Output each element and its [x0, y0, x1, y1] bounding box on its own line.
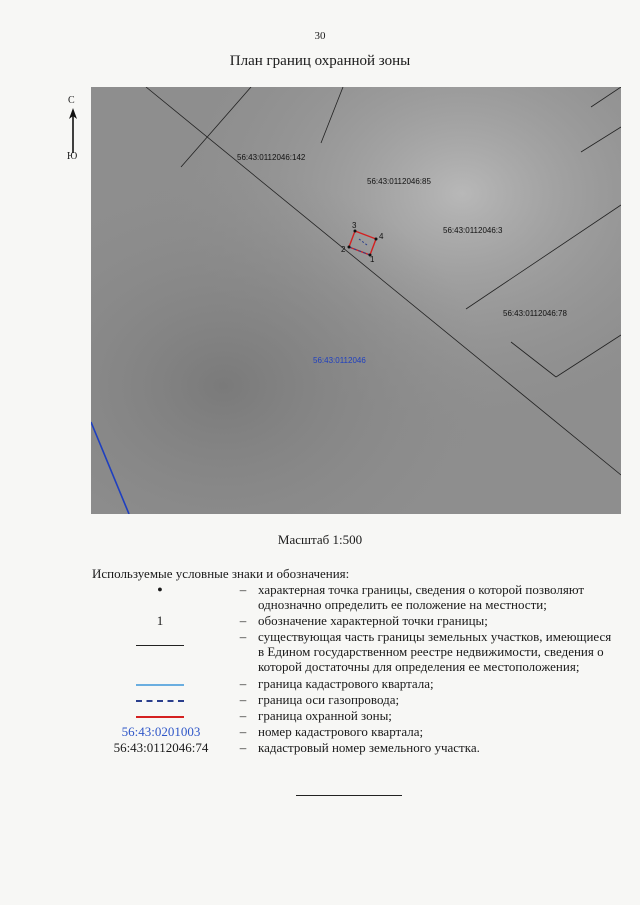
- legend-symbol-text: 56:43:0201003: [121, 724, 201, 739]
- legend-dash: –: [239, 692, 247, 707]
- parcel-label-78: 56:43:0112046:78: [503, 309, 567, 318]
- legend-dash: –: [239, 708, 247, 723]
- north-arrow: [66, 95, 80, 170]
- compass-south-label: Ю: [67, 151, 78, 162]
- protection-zone-line-icon: [136, 716, 184, 718]
- legend-symbol-text: 56:43:0112046:74: [113, 740, 209, 755]
- legend-title: Используемые условные знаки и обозначения:: [92, 566, 350, 581]
- point-label-1: 1: [370, 255, 375, 264]
- legend-dash: –: [239, 676, 247, 691]
- legend-dash: –: [239, 740, 247, 755]
- legend-desc-line: однозначно определить ее положение на местности;: [258, 597, 547, 612]
- page-title: План границ охранной зоны: [229, 53, 411, 69]
- legend-desc-line: характерная точка границы, сведения о которой позволяют: [258, 582, 585, 597]
- parcel-label-142: 56:43:0112046:142: [237, 153, 306, 162]
- gas-axis-line-icon: [136, 700, 184, 702]
- legend-desc-line: граница оси газопровода;: [258, 692, 400, 707]
- legend-desc-line: кадастровый номер земельного участка.: [258, 740, 480, 755]
- legend-dash: –: [239, 613, 247, 628]
- page-number: 30: [314, 30, 326, 42]
- point-label-3: 3: [352, 221, 357, 230]
- map-canvas: [91, 87, 621, 514]
- legend-dash: –: [239, 582, 247, 597]
- legend-symbol-text: 1: [156, 613, 164, 628]
- legend-dash: –: [239, 724, 247, 739]
- legend-desc-line: существующая часть границы земельных участков, имеющиеся: [258, 629, 612, 644]
- compass-north-label: С: [68, 95, 75, 106]
- existing-boundary-line-icon: [136, 645, 184, 646]
- legend-desc-line: граница кадастрового квартала;: [258, 676, 434, 691]
- parcel-label-85: 56:43:0112046:85: [367, 177, 431, 186]
- cadastral-map: [91, 87, 621, 514]
- quarter-label: 56:43:0112046: [313, 356, 366, 365]
- legend-dash: –: [239, 629, 247, 644]
- quarter-boundary-line-icon: [136, 684, 184, 686]
- point-symbol-icon: ●: [157, 584, 163, 594]
- point-label-4: 4: [379, 232, 384, 241]
- footer-separator: [296, 795, 402, 796]
- parcel-label-3: 56:43:0112046:3: [443, 226, 503, 235]
- legend-desc-line: номер кадастрового квартала;: [258, 724, 424, 739]
- legend-desc-line: граница охранной зоны;: [258, 708, 392, 723]
- point-label-2: 2: [341, 245, 346, 254]
- legend-desc-line: обозначение характерной точки границы;: [258, 613, 488, 628]
- legend-desc-line: которой достаточны для определения ее местоположения;: [258, 659, 580, 674]
- legend-desc-line: в Едином государственном реестре недвижимости, сведения о: [258, 644, 604, 659]
- map-scale: Масштаб 1:500: [277, 532, 363, 547]
